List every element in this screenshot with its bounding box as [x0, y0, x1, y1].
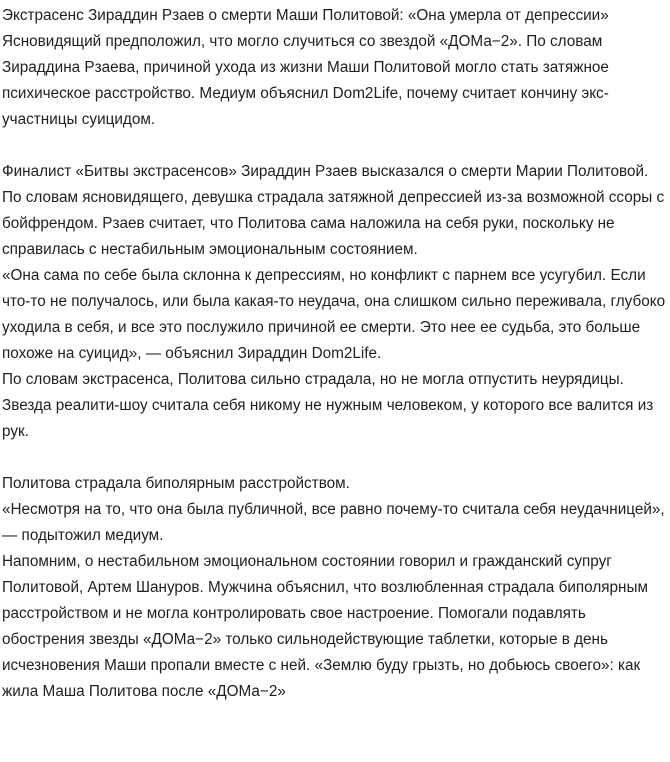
- article-headline: Экстрасенс Зираддин Рзаев о смерти Маши Политовой: «Она умерла от депрессии»: [2, 7, 609, 24]
- body-paragraph-6: Напомним, о нестабильном эмоциональном состоянии говорил и гражданский супруг Политовой, Артем Шануров. Мужчина объяснил, что возлюбленная страдала биполярным расстройством и не могла контролировать свое настроение. Помогали подавлять обострения звезды «ДОМа−2» только сильнодействующие таблетки, которые в день исчезновения Маши пропали вместе с ней. «Землю буду грызть, но добьюсь своего»: как жила Маша Политова после «ДОМа−2»: [2, 553, 649, 700]
- body-paragraph-1: Финалист «Битвы экстрасенсов» Зираддин Рзаев высказался о смерти Марии Политовой. По словам ясновидящего, девушка страдала затяжной депрессией из-за возможной ссоры с бойфрендом. Рзаев считает, что Политова сама наложила на себя руки, поскольку не справилась с нестабильным эмоциональным состоянием.: [2, 163, 665, 258]
- article-lead-paragraph: Ясновидящий предположил, что могло случиться со звездой «ДОМа−2». По словам Зираддина Рзаева, причиной ухода из жизни Маши Политовой могло стать затяжное психическое расстройство. Медиум объяснил Dom2Life, почему считает кончину экс-участницы суицидом.: [2, 33, 609, 128]
- body-paragraph-3: По словам экстрасенса, Политова сильно страдала, но не могла отпустить неурядицы. Звезда реалити-шоу считала себя никому не нужным человеком, у которого все валится из рук.: [2, 371, 654, 440]
- body-paragraph-2: «Она сама по себе была склонна к депрессиям, но конфликт с парнем все усугубил. Если что-то не получалось, или была какая-то неудача, она слишком сильно переживала, глубоко уходила в себя, и все это послужило причиной ее смерти. Это нее ее судьба, это больше похоже на суицид», — объяснил Зираддин Dom2Life.: [2, 267, 666, 362]
- body-paragraph-4: Политова страдала биполярным расстройством.: [2, 475, 350, 492]
- body-paragraph-5: «Несмотря на то, что она была публичной, все равно почему-то считала себя неудачницей», — подытожил медиум.: [2, 501, 665, 544]
